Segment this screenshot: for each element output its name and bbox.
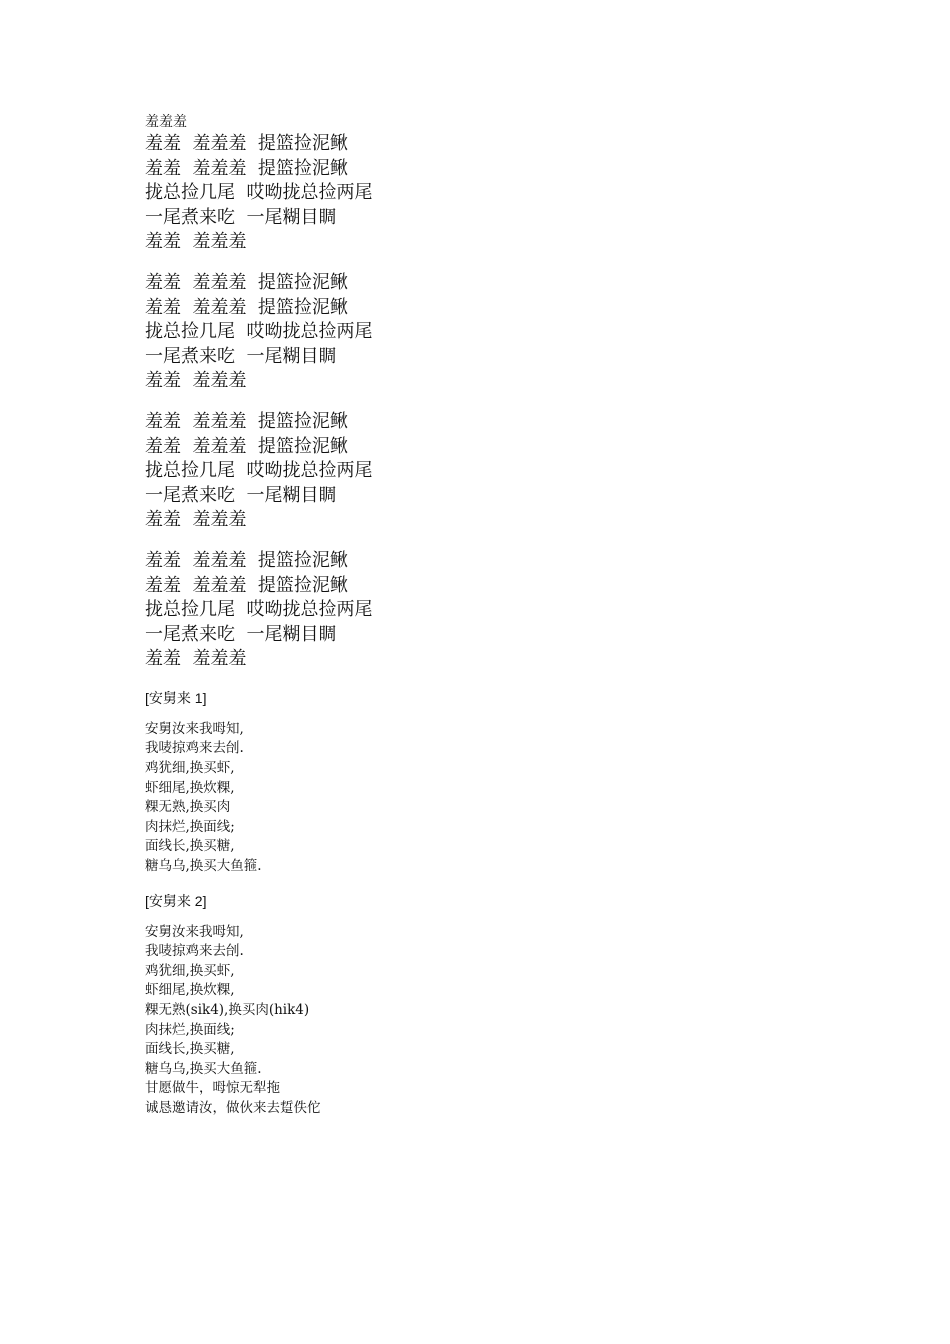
lyric-line: 羞羞 羞羞羞 提篮捡泥鳅 [145,296,348,318]
verse-line: 鸡犹细,换买虾, [145,962,235,979]
verse-line: 甘愿做牛，呣惊无犁拖 [145,1080,280,1097]
stanza-4 [145,549,845,672]
verse-line: 粿无熟(sik4),换买肉(hik4) [145,1002,310,1018]
lyric-line: 羞羞 羞羞羞 提篮捡泥鳅 [145,271,348,293]
lyric-line: 一尾煮来吃 一尾糊目睭 [145,345,337,367]
lyric-line: 拢总捡几尾 哎呦拢总捡两尾 [145,182,373,204]
lyric-line: 一尾煮来吃 一尾糊目睭 [145,206,337,228]
lyric-line: 羞羞 羞羞羞 提篮捡泥鳅 [145,410,348,432]
lyric-line: 羞羞 羞羞羞 提篮捡泥鳅 [145,574,348,596]
section-title-1: [安舅来 1] [145,689,207,706]
lyric-line: 拢总捡几尾 哎呦拢总捡两尾 [145,321,373,343]
lyric-line: 羞羞 羞羞羞 [145,370,247,392]
lyric-line: 拢总捡几尾 哎呦拢总捡两尾 [145,460,373,482]
verse-line: 虾细尾,换炊粿, [145,982,235,999]
lyric-line: 羞羞 羞羞羞 提篮捡泥鳅 [145,157,348,179]
song-title: 羞羞羞 [145,114,187,130]
lyric-line: 一尾煮来吃 一尾糊目睭 [145,623,337,645]
verse-line: 安舅汝来我呣知, [145,720,244,737]
verse-line: 糖乌乌,换买大鱼箍. [145,858,262,875]
verse-line: 我唛掠鸡来去刣. [145,943,244,960]
verse-line: 面线长,换买糖, [145,838,235,855]
section-title-2: [安舅来 2] [145,892,207,909]
verse-line: 我唛掠鸡来去刣. [145,740,244,757]
verse-line: 鸡犹细,换买虾, [145,760,235,777]
verse-line: 面线长,换买糖, [145,1041,235,1058]
lyric-line: 羞羞 羞羞羞 提篮捡泥鳅 [145,435,348,457]
verse-line: 肉抹烂,换面线; [145,1021,235,1038]
lyric-line: 羞羞 羞羞羞 [145,648,247,670]
verse-line: 糖乌乌,换买大鱼箍. [145,1060,262,1077]
stanza-1 [145,132,845,255]
lyric-line: 羞羞 羞羞羞 提篮捡泥鳅 [145,133,348,154]
verse-line: 诚恳邀请汝，做伙来去踅佚佗 [145,1099,321,1116]
verse-line: 安舅汝来我呣知, [145,923,244,940]
lyric-line: 一尾煮来吃 一尾糊目睭 [145,484,337,506]
stanza-2 [145,271,845,394]
section-1-lines [145,720,845,877]
verse-line: 虾细尾,换炊粿, [145,779,235,796]
lyric-line: 羞羞 羞羞羞 提篮捡泥鳅 [145,549,348,571]
document-page [145,112,845,1119]
lyric-line: 羞羞 羞羞羞 [145,509,247,531]
section-2-lines [145,923,845,1119]
lyric-line: 羞羞 羞羞羞 [145,231,247,253]
verse-line: 肉抹烂,换面线; [145,818,235,835]
stanza-3 [145,410,845,533]
verse-line: 粿无熟,换买肉 [145,799,231,816]
lyric-line: 拢总捡几尾 哎呦拢总捡两尾 [145,599,373,621]
